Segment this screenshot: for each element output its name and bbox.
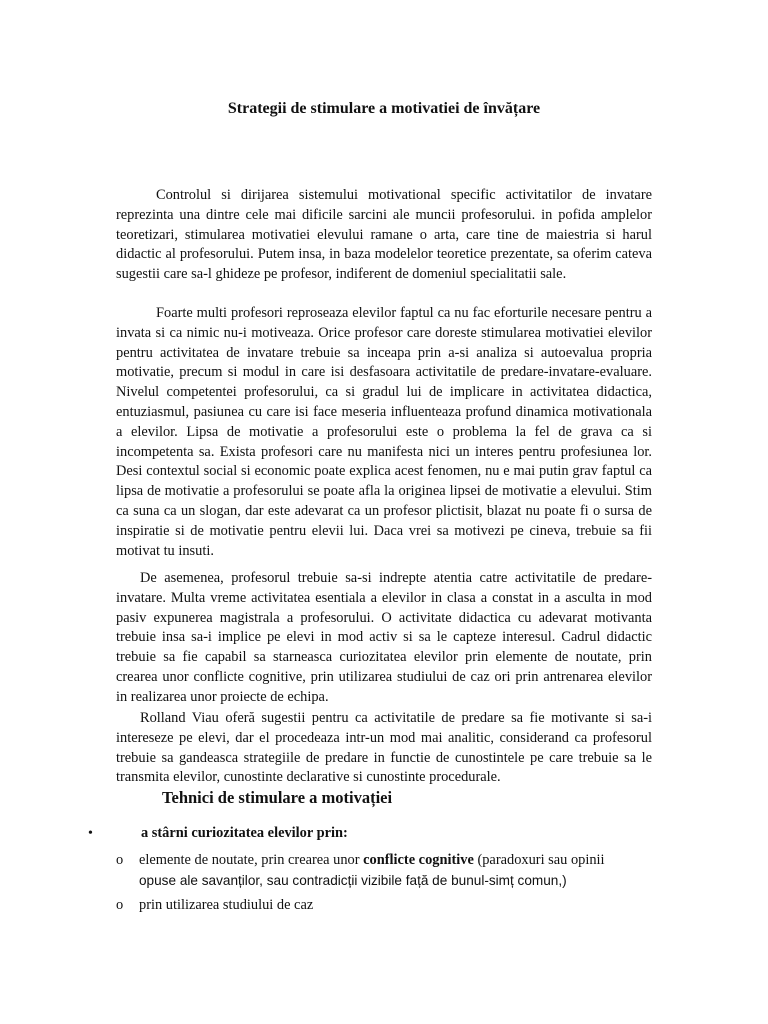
paragraph-3: De asemenea, profesorul trebuie sa-si indrepte atentia catre activitatile de predare-invatare. Multa vreme activitatea esentiala a elevilor in clasa a constat in a asculta in mod pasiv expunerea magistrala a profesorului. O activitate didactica cu adevarat motivanta trebuie insa sa-i implice pe elevi in mod activ si sa le capteze interesul. Cadrul didactic trebuie sa fie capabil sa starneasca curiozitatea elevilor prin elemente de noutate, prin crearea unor conflicte cognitive, prin utilizarea studiului de caz ori prin antrenarea elevilor in realizarea unor proiecte de echipa. xyxy=(116,570,652,705)
bullet-label: a stârni curiozitatea elevilor prin: xyxy=(141,825,348,841)
sub-item-text xyxy=(139,851,652,892)
bullet-icon: • xyxy=(88,826,93,841)
circle-bullet-icon: o xyxy=(116,852,124,868)
circle-bullet-icon: o xyxy=(116,897,124,913)
sub-item-text-line2: opuse ale savanților, sau contradicții vizibile față de bunul-simț comun,) xyxy=(139,872,567,888)
sub-item-text-part: (paradoxuri sau opinii xyxy=(473,852,605,868)
sub-item-text: prin utilizarea studiului de caz xyxy=(139,897,314,913)
paragraph-1: Controlul si dirijarea sistemului motivational specific activitatilor de invatare reprezinta una dintre cele mai dificile sarcini ale muncii profesorului. in pofida amplelor teoretizari, stimularea motivatiei elevului ramane o arta, care tine de maiestria si harul didactic al profesorului. Putem insa, in baza modelelor teoretice prezentate, sa oferim cateva sugestii care sa-l ghideze pe profesor, indiferent de domeniul specialitatii sale. xyxy=(116,187,652,283)
document-title: Strategii de stimulare a motivatiei de învățare xyxy=(227,100,541,117)
bold-term: conflicte cognitive xyxy=(363,852,474,868)
section-heading: Tehnici de stimulare a motivației xyxy=(162,788,393,807)
paragraph-2: Foarte multi profesori reproseaza elevilor faptul ca nu fac eforturile necesare pentru a invata si ca nimic nu-i motiveaza. Orice profesor care doreste stimularea motivatiei elevilor pentru activitatea de invatare trebuie sa inceapa prin a-si analiza si autoevalua propria motivatie, precum si modul in care isi desfasoara activitatile de predare-invatare-evaluare. Nivelul competentei profesorului, ca si gradul lui de implicare in activitatea didactica, entuziasmul, pasiunea cu care isi face meseria influenteaza profund dinamica motivationala a elevilor. Lipsa de motivatie a profesorului este o problema la fel de grava ca si incompetenta sa. Exista profesori care nu manifesta nici un interes pentru profesiunea lor. Desi contextul social si economic poate explica acest fenomen, nu e mai putin grav faptul ca lipsa de motivatie a profesorului se poate afla la originea lipsei de motivatie a elevului. Stim ca suna ca un slogan, dar este adevarat ca un profesor plictisit, blazat nu poate fi o sursa de inspiratie si de motivatie pentru elevii lui. Daca vrei sa motivezi pe cineva, trebuie sa fii motivat tu insuti. xyxy=(116,305,652,559)
paragraph-4: Rolland Viau oferă sugestii pentru ca activitatile de predare sa fie motivante si sa-i intereseze pe elevi, dar el procedeaza intr-un mod mai analitic, considerand ca profesorul trebuie sa gandeasca strategiile de predare in functie de cunostintele pe care trebuie sa le transmita elevilor, cunostinte declarative si cunostinte procedurale. xyxy=(116,710,652,786)
sub-item-text-part: elemente de noutate, prin crearea unor xyxy=(139,852,364,868)
